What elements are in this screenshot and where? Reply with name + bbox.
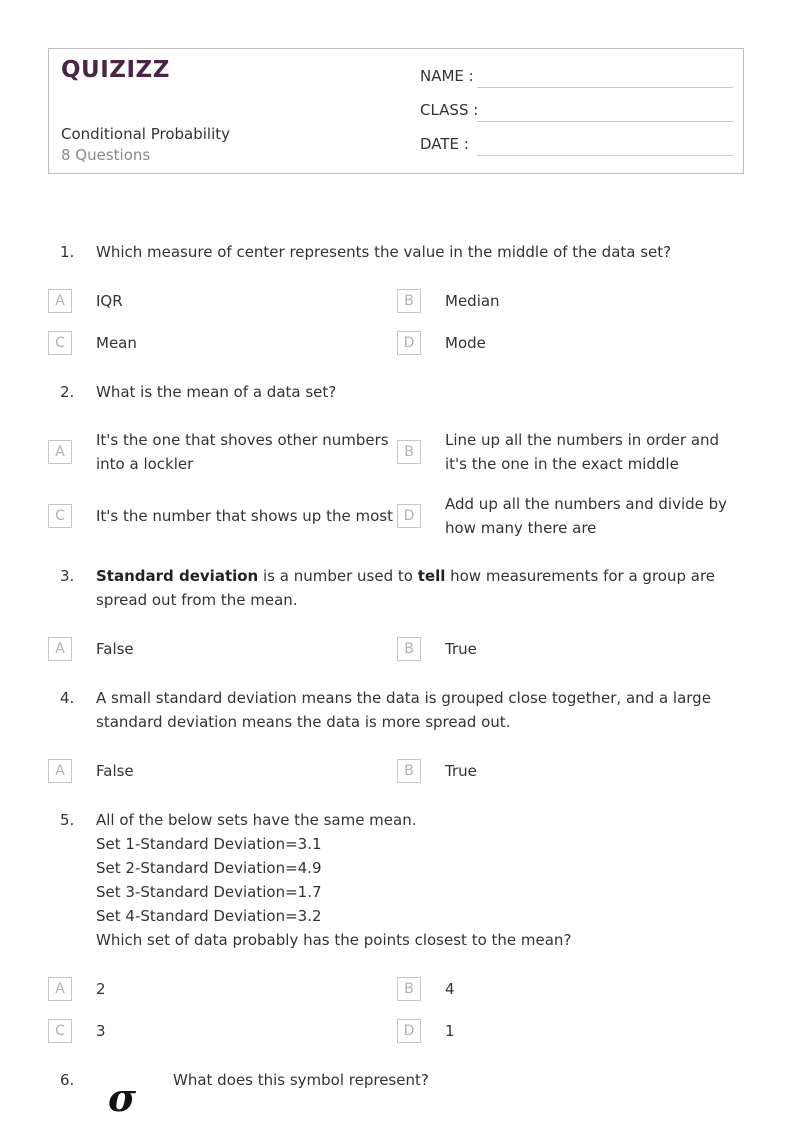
option-text: False (96, 762, 134, 780)
question-number: 1. (60, 243, 75, 261)
option-letter-box: B (397, 440, 421, 464)
option-text: It's the number that shows up the most (96, 507, 393, 525)
option-letter-box: A (48, 440, 72, 464)
class-line[interactable] (477, 121, 733, 122)
option-text: 2 (96, 980, 106, 998)
option-letter-box: C (48, 331, 72, 355)
worksheet-title: Conditional Probability (61, 125, 230, 143)
question-number: 6. (60, 1071, 75, 1089)
option-text: Mode (445, 334, 486, 352)
question-text: A small standard deviation means the data is grouped close together, and a large standard deviation means the data is more spread out. (96, 689, 711, 731)
question-number: 2. (60, 383, 75, 401)
question-text: Standard deviation is a number used to tell how measurements for a group are spread out from the mean. (96, 567, 716, 609)
name-label: NAME : (420, 67, 474, 85)
sigma-symbol-image: σ (108, 1075, 137, 1120)
option-text: Median (445, 292, 500, 310)
question-text: Which measure of center represents the value in the middle of the data set? (96, 243, 672, 261)
option-letter-box: D (397, 504, 421, 528)
option-text: Mean (96, 334, 137, 352)
option-letter-box: A (48, 759, 72, 783)
question-text: What does this symbol represent? (173, 1071, 429, 1089)
option-letter-box: B (397, 289, 421, 313)
option-letter-box: A (48, 289, 72, 313)
option-text: It's the one that shoves other numbers into a lockler (96, 431, 389, 473)
option-letter-box: D (397, 1019, 421, 1043)
option-letter-box: C (48, 504, 72, 528)
option-text: True (445, 640, 477, 658)
question-text: What is the mean of a data set? (96, 383, 337, 401)
question-number: 5. (60, 811, 75, 829)
option-text: IQR (96, 292, 123, 310)
option-letter-box: B (397, 759, 421, 783)
date-label: DATE : (420, 135, 469, 153)
option-text: True (445, 762, 477, 780)
question-number: 3. (60, 567, 75, 585)
option-letter-box: B (397, 977, 421, 1001)
quizizz-logo: QUIZIZZ (61, 57, 170, 83)
option-letter-box: C (48, 1019, 72, 1043)
option-letter-box: B (397, 637, 421, 661)
option-text: 3 (96, 1022, 106, 1040)
option-text: Add up all the numbers and divide by how many there are (445, 495, 728, 537)
option-letter-box: A (48, 977, 72, 1001)
name-line[interactable] (477, 87, 733, 88)
question-text: All of the below sets have the same mean. Set 1-Standard Deviation=3.1 Set 2-Standard Deviation=4.9 Set 3-Standard Deviation=1.7 Set 4-Standard Deviation=3.2 Which set of data probably has the points closest to the mean? (96, 811, 572, 949)
option-letter-box: D (397, 331, 421, 355)
question-count: 8 Questions (61, 146, 151, 164)
option-text: 4 (445, 980, 455, 998)
option-letter-box: A (48, 637, 72, 661)
bold-term: Standard deviation (96, 567, 259, 585)
option-text: Line up all the numbers in order and it's the one in the exact middle (445, 431, 720, 473)
option-text: 1 (445, 1022, 455, 1040)
worksheet-header (48, 48, 744, 174)
bold-term: tell (417, 567, 446, 585)
option-text: False (96, 640, 134, 658)
date-line[interactable] (477, 155, 733, 156)
question-number: 4. (60, 689, 75, 707)
class-label: CLASS : (420, 101, 479, 119)
